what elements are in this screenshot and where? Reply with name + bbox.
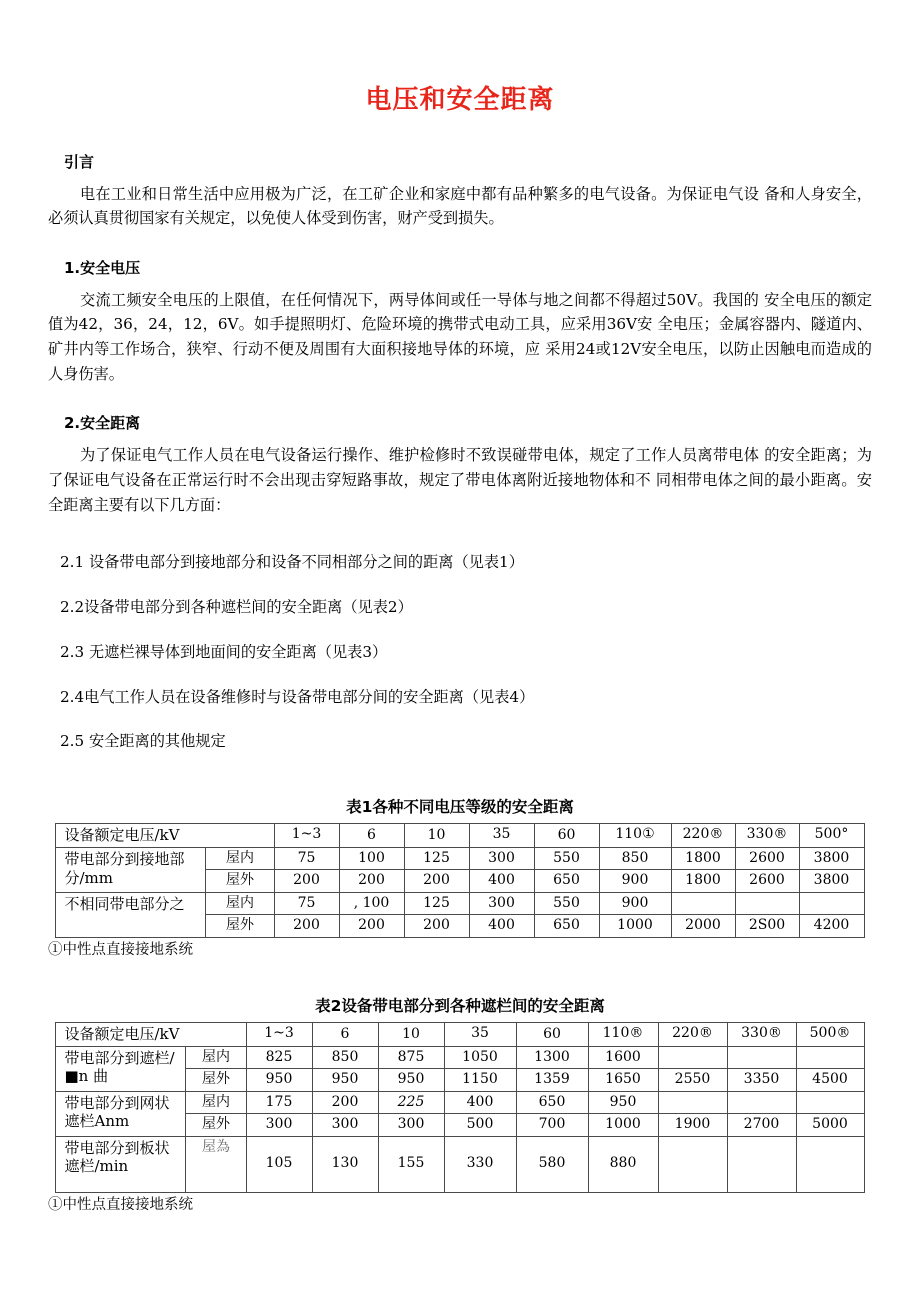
table2-cell: 1000 bbox=[588, 1114, 658, 1137]
list-item: 2.1 设备带电部分到接地部分和设备不同相部分之间的距离（见表1） bbox=[60, 553, 524, 572]
list-item: 2.2设备带电部分到各种遮栏间的安全距离（见表2） bbox=[60, 598, 413, 617]
heading-intro: 引言 bbox=[64, 152, 95, 171]
table1-footnote: ①中性点直接接地系统 bbox=[48, 941, 193, 958]
table2-cell: 850 bbox=[312, 1046, 378, 1069]
table1-cell: 2000 bbox=[671, 915, 735, 938]
table2-cell bbox=[727, 1046, 796, 1069]
table1-cell: 200 bbox=[404, 870, 469, 893]
table1-cell: 200 bbox=[339, 915, 404, 938]
table2-title: 表2设备带电部分到各种遮栏间的安全距离 bbox=[315, 996, 605, 1015]
table2-header-cell: 35 bbox=[444, 1022, 516, 1046]
table2-cell: 1300 bbox=[516, 1046, 588, 1069]
table1-cell: 3800 bbox=[799, 870, 864, 893]
table1-subrow-label: 屋外 bbox=[206, 870, 274, 893]
table1-block bbox=[48, 753, 872, 960]
table2-cell: 300 bbox=[378, 1114, 444, 1137]
table2-header-cell: 330® bbox=[727, 1022, 796, 1046]
table2-cell: 200 bbox=[312, 1091, 378, 1114]
table2-cell: 300 bbox=[246, 1114, 312, 1137]
table2-row-label: 带电部分到遮栏/■n 曲 bbox=[56, 1046, 186, 1091]
table2-cell bbox=[796, 1046, 864, 1069]
table2-cell: 950 bbox=[378, 1069, 444, 1092]
table2-row-label: 带电部分到板状遮栏/min bbox=[56, 1136, 186, 1192]
table2-header-cell: 500® bbox=[796, 1022, 864, 1046]
list-item: 2.5 安全距离的其他规定 bbox=[60, 732, 226, 751]
table2-cell: 650 bbox=[516, 1091, 588, 1114]
table1-subrow-label: 屋内 bbox=[206, 847, 274, 870]
table1-header-label: 设备额定电压/kV bbox=[56, 824, 274, 848]
table2-cell: 950 bbox=[588, 1091, 658, 1114]
table1-cell: 75 bbox=[274, 847, 339, 870]
table2-cell: 2700 bbox=[727, 1114, 796, 1137]
table2-cell: 880 bbox=[588, 1136, 658, 1192]
table1-cell: 550 bbox=[534, 892, 599, 915]
table1-cell: 2S00 bbox=[735, 915, 799, 938]
table1-header-cell: 1~3 bbox=[274, 824, 339, 848]
page-title: 电压和安全距离 bbox=[365, 85, 555, 115]
table2-block bbox=[48, 960, 872, 1215]
table2-cell: 1359 bbox=[516, 1069, 588, 1092]
table2-subrow-label: 屋為 bbox=[186, 1136, 246, 1192]
table1-cell: 2600 bbox=[735, 847, 799, 870]
table-row bbox=[56, 847, 864, 870]
table1-subrow-label: 屋外 bbox=[206, 915, 274, 938]
table1-header-cell: 110① bbox=[599, 824, 671, 848]
table2-cell: 1900 bbox=[658, 1114, 727, 1137]
table1-subrow-label: 屋内 bbox=[206, 892, 274, 915]
table1-row-label: 带电部分到接地部 分/mm bbox=[56, 847, 206, 892]
table2-header-cell: 6 bbox=[312, 1022, 378, 1046]
table2-subrow-label: 屋外 bbox=[186, 1114, 246, 1137]
paragraph-safe-distance: 为了保证电气工作人员在电气设备运行操作、维护检修时不致误碰带电体，规定了工作人员离带电体 的安全距离；为了保证电气设备在正常运行时不会出现击穿短路事故，规定了带电体离附近接地物体和不 同相带电体之间的最小距离。安全距离主要有以下几方面： bbox=[48, 446, 872, 514]
table2-cell bbox=[658, 1091, 727, 1114]
table2-cell: 700 bbox=[516, 1114, 588, 1137]
table2-cell: 1650 bbox=[588, 1069, 658, 1092]
table1-cell: 200 bbox=[339, 870, 404, 893]
table2-cell bbox=[796, 1136, 864, 1192]
table2-cell: 825 bbox=[246, 1046, 312, 1069]
table-row bbox=[56, 824, 864, 848]
table2-cell: 300 bbox=[312, 1114, 378, 1137]
table1-cell: 900 bbox=[599, 870, 671, 893]
table2 bbox=[55, 1022, 864, 1193]
table-row bbox=[56, 1022, 864, 1046]
table2-cell bbox=[658, 1136, 727, 1192]
table2-footnote: ①中性点直接接地系统 bbox=[48, 1196, 193, 1213]
paragraph-safe-voltage: 交流工频安全电压的上限值，在任何情况下，两导体间或任一导体与地之间都不得超过50V。我国的 安全电压的额定值为42，36，24，12，6V。如手提照明灯、危险环境的携带式电动工具，应采用36V安 全电压；金属容器内、隧道内、矿井内等工作场合，狭窄、行动不便及周围有大面积接地导体的环境，应 采用24或12V安全电压，以防止因触电而造成的人身伤害。 bbox=[48, 290, 872, 383]
table1-cell: 125 bbox=[404, 892, 469, 915]
table1-cell: 1800 bbox=[671, 870, 735, 893]
table2-cell bbox=[727, 1091, 796, 1114]
table2-cell: 500 bbox=[444, 1114, 516, 1137]
heading-safe-voltage: 1.安全电压 bbox=[64, 258, 141, 277]
table1-header-cell: 60 bbox=[534, 824, 599, 848]
table1-cell: 850 bbox=[599, 847, 671, 870]
table2-subrow-label: 屋内 bbox=[186, 1091, 246, 1114]
table2-row-label: 带电部分到网状遮栏Anm bbox=[56, 1091, 186, 1136]
table1-cell: 900 bbox=[599, 892, 671, 915]
table2-cell: 330 bbox=[444, 1136, 516, 1192]
table1-cell: 200 bbox=[404, 915, 469, 938]
table1-cell bbox=[799, 892, 864, 915]
table2-header-cell: 1~3 bbox=[246, 1022, 312, 1046]
table2-cell: 400 bbox=[444, 1091, 516, 1114]
table-row bbox=[56, 1046, 864, 1069]
table1-title: 表1各种不同电压等级的安全距离 bbox=[346, 798, 574, 817]
table2-cell: 1600 bbox=[588, 1046, 658, 1069]
table2-cell bbox=[796, 1091, 864, 1114]
table2-header-label: 设备额定电压/kV bbox=[56, 1022, 246, 1046]
table2-cell: 175 bbox=[246, 1091, 312, 1114]
table2-cell: 950 bbox=[246, 1069, 312, 1092]
table-row bbox=[56, 1091, 864, 1114]
table2-cell bbox=[727, 1136, 796, 1192]
table2-cell: 580 bbox=[516, 1136, 588, 1192]
table-row bbox=[56, 1136, 864, 1192]
paragraph-intro: 电在工业和日常生活中应用极为广泛，在工矿企业和家庭中都有品种繁多的电气设备。为保证电气设 备和人身安全，必须认真贯彻国家有关规定，以免使人体受到伤害，财产受到损失。 bbox=[48, 184, 872, 228]
table2-cell: 875 bbox=[378, 1046, 444, 1069]
table1-cell: 75 bbox=[274, 892, 339, 915]
table2-cell: 1050 bbox=[444, 1046, 516, 1069]
table2-header-cell: 110® bbox=[588, 1022, 658, 1046]
table2-cell: 950 bbox=[312, 1069, 378, 1092]
table1-header-cell: 220® bbox=[671, 824, 735, 848]
table2-cell: 130 bbox=[312, 1136, 378, 1192]
table1-header-cell: 500° bbox=[799, 824, 864, 848]
table1-header-cell: 6 bbox=[339, 824, 404, 848]
table-row bbox=[56, 892, 864, 915]
table2-cell: 225 bbox=[378, 1091, 444, 1114]
table2-header-cell: 10 bbox=[378, 1022, 444, 1046]
table2-cell: 105 bbox=[246, 1136, 312, 1192]
table2-cell: 3350 bbox=[727, 1069, 796, 1092]
table2-subrow-label: 屋内 bbox=[186, 1046, 246, 1069]
table1-row-label: 不相同带电部分之 bbox=[56, 892, 206, 937]
table1-cell: 4200 bbox=[799, 915, 864, 938]
table2-cell: 5000 bbox=[796, 1114, 864, 1137]
table1-header-cell: 10 bbox=[404, 824, 469, 848]
table1-cell: 125 bbox=[404, 847, 469, 870]
table2-header-cell: 60 bbox=[516, 1022, 588, 1046]
table2-subrow-label: 屋外 bbox=[186, 1069, 246, 1092]
table1-cell: 300 bbox=[469, 892, 534, 915]
table1-cell: 2600 bbox=[735, 870, 799, 893]
table1-header-cell: 35 bbox=[469, 824, 534, 848]
table2-cell: 1150 bbox=[444, 1069, 516, 1092]
table1-cell bbox=[671, 892, 735, 915]
table2-cell bbox=[658, 1046, 727, 1069]
table1-cell: 400 bbox=[469, 915, 534, 938]
list-item: 2.3 无遮栏裸导体到地面间的安全距离（见表3） bbox=[60, 642, 388, 661]
table1-cell: 550 bbox=[534, 847, 599, 870]
table1-cell: 100 bbox=[339, 847, 404, 870]
table1-cell: 3800 bbox=[799, 847, 864, 870]
table1 bbox=[55, 823, 864, 938]
table1-cell: 400 bbox=[469, 870, 534, 893]
table1-cell bbox=[735, 892, 799, 915]
heading-safe-distance: 2.安全距离 bbox=[64, 414, 141, 433]
table1-cell: 300 bbox=[469, 847, 534, 870]
table1-cell: 1000 bbox=[599, 915, 671, 938]
table1-cell: 650 bbox=[534, 915, 599, 938]
table1-cell: , 100 bbox=[339, 892, 404, 915]
table1-cell: 1800 bbox=[671, 847, 735, 870]
table2-cell: 4500 bbox=[796, 1069, 864, 1092]
table1-cell: 650 bbox=[534, 870, 599, 893]
table1-header-cell: 330® bbox=[735, 824, 799, 848]
table1-cell: 200 bbox=[274, 870, 339, 893]
table2-cell: 155 bbox=[378, 1136, 444, 1192]
table2-header-cell: 220® bbox=[658, 1022, 727, 1046]
table2-cell: 2550 bbox=[658, 1069, 727, 1092]
table1-cell: 200 bbox=[274, 915, 339, 938]
list-item: 2.4电气工作人员在设备维修时与设备带电部分间的安全距离（见表4） bbox=[60, 687, 535, 706]
